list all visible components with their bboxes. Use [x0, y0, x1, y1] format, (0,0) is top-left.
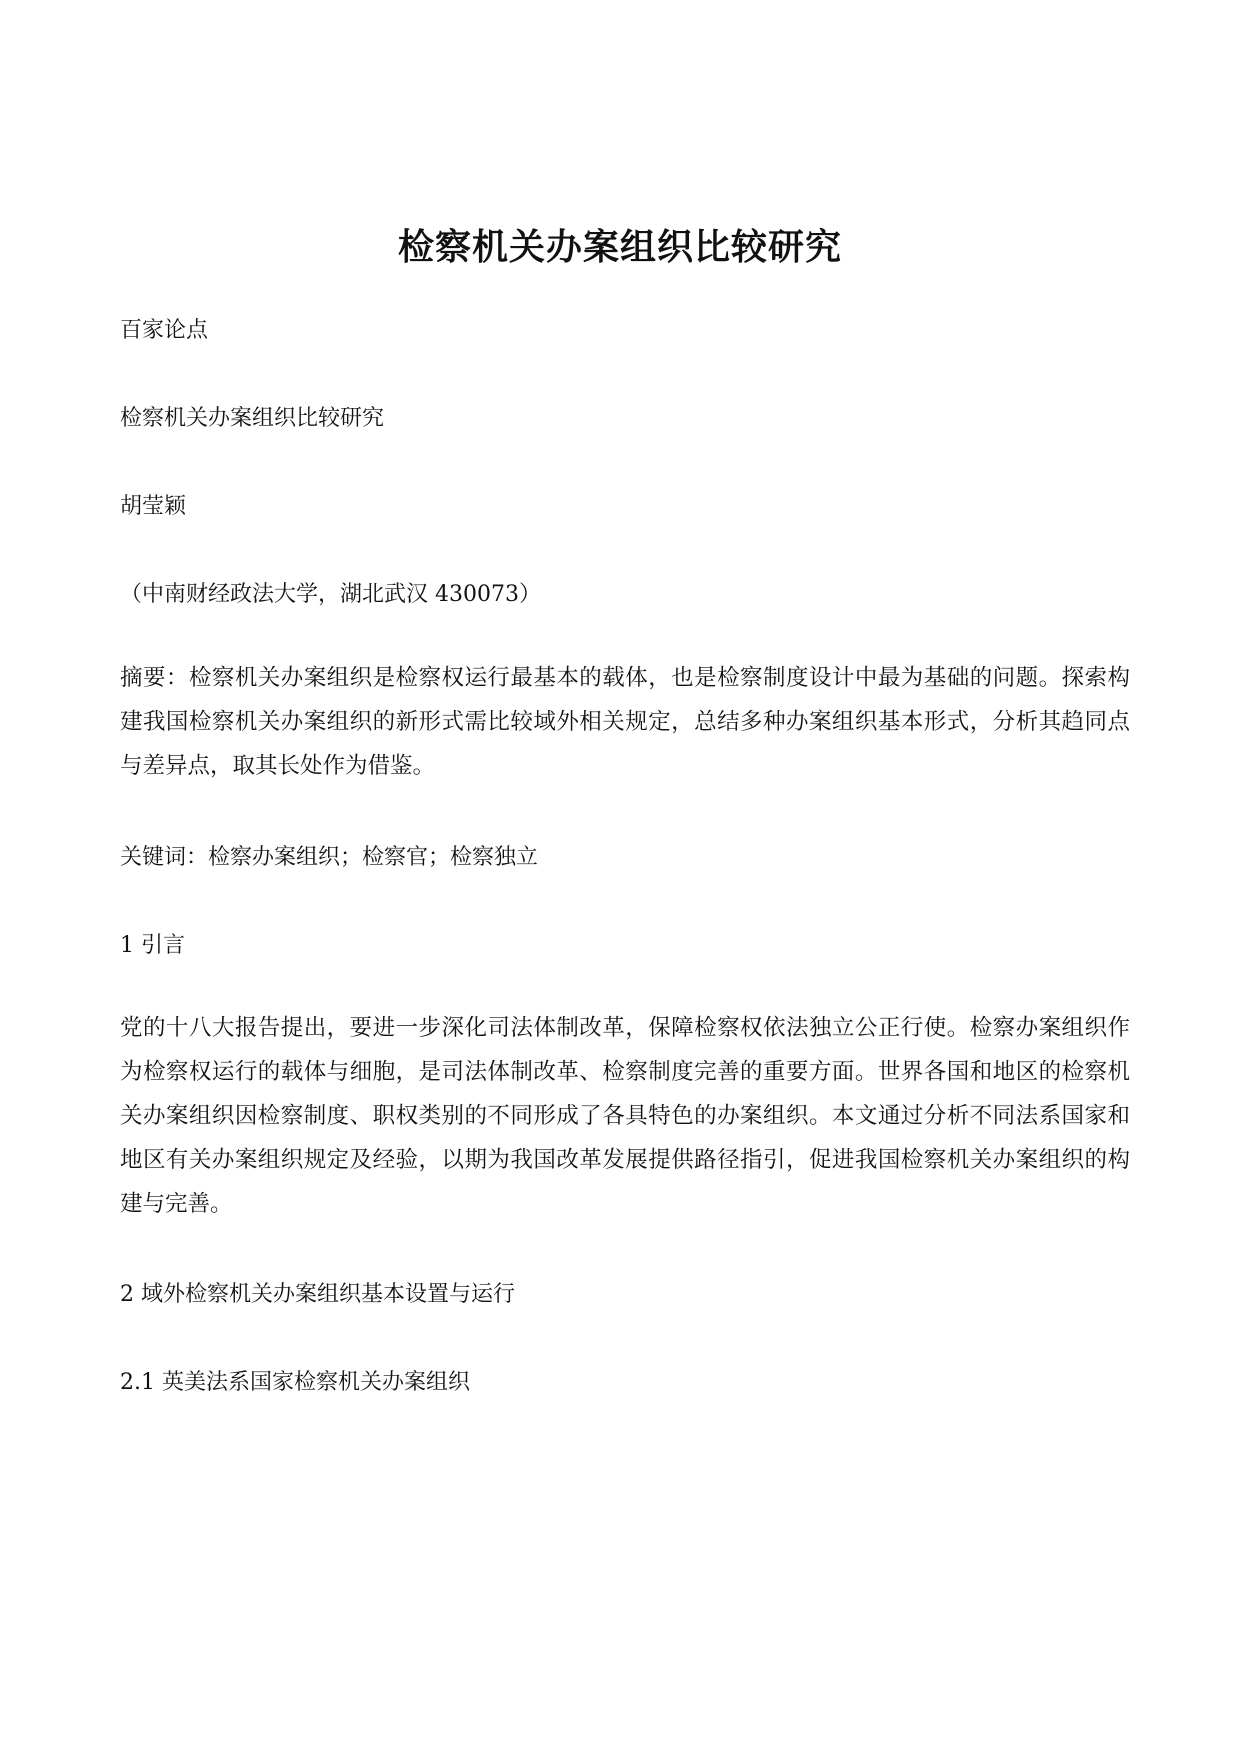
article-subtitle: 检察机关办案组织比较研究: [120, 406, 385, 431]
section-heading-foreign-organization: 2 域外检察机关办案组织基本设置与运行: [120, 1282, 515, 1307]
author-name: 胡莹颖: [120, 494, 187, 519]
column-label: 百家论点: [120, 318, 209, 343]
section-heading-introduction: 1 引言: [120, 933, 185, 958]
abstract-paragraph: 摘要：检察机关办案组织是检察权运行最基本的载体，也是检察制度设计中最为基础的问题。探索构建我国检察机关办案组织的新形式需比较域外相关规定，总结多种办案组织基本形式，分析其趋同点与差异点，取其长处作为借鉴。: [120, 665, 1130, 779]
keywords-line: 关键词：检察办案组织；检察官；检察独立: [120, 845, 539, 870]
author-affiliation: （中南财经政法大学，湖北武汉 430073）: [120, 582, 541, 607]
subsection-heading-common-law: 2.1 英美法系国家检察机关办案组织: [120, 1370, 470, 1395]
document-title: 检察机关办案组织比较研究: [397, 226, 842, 268]
introduction-paragraph: 党的十八大报告提出，要进一步深化司法体制改革，保障检察权依法独立公正行使。检察办案组织作为检察权运行的载体与细胞，是司法体制改革、检察制度完善的重要方面。世界各国和地区的检察机关办案组织因检察制度、职权类别的不同形成了各具特色的办案组织。本文通过分析不同法系国家和地区有关办案组织规定及经验，以期为我国改革发展提供路径指引，促进我国检察机关办案组织的构建与完善。: [120, 1015, 1130, 1217]
